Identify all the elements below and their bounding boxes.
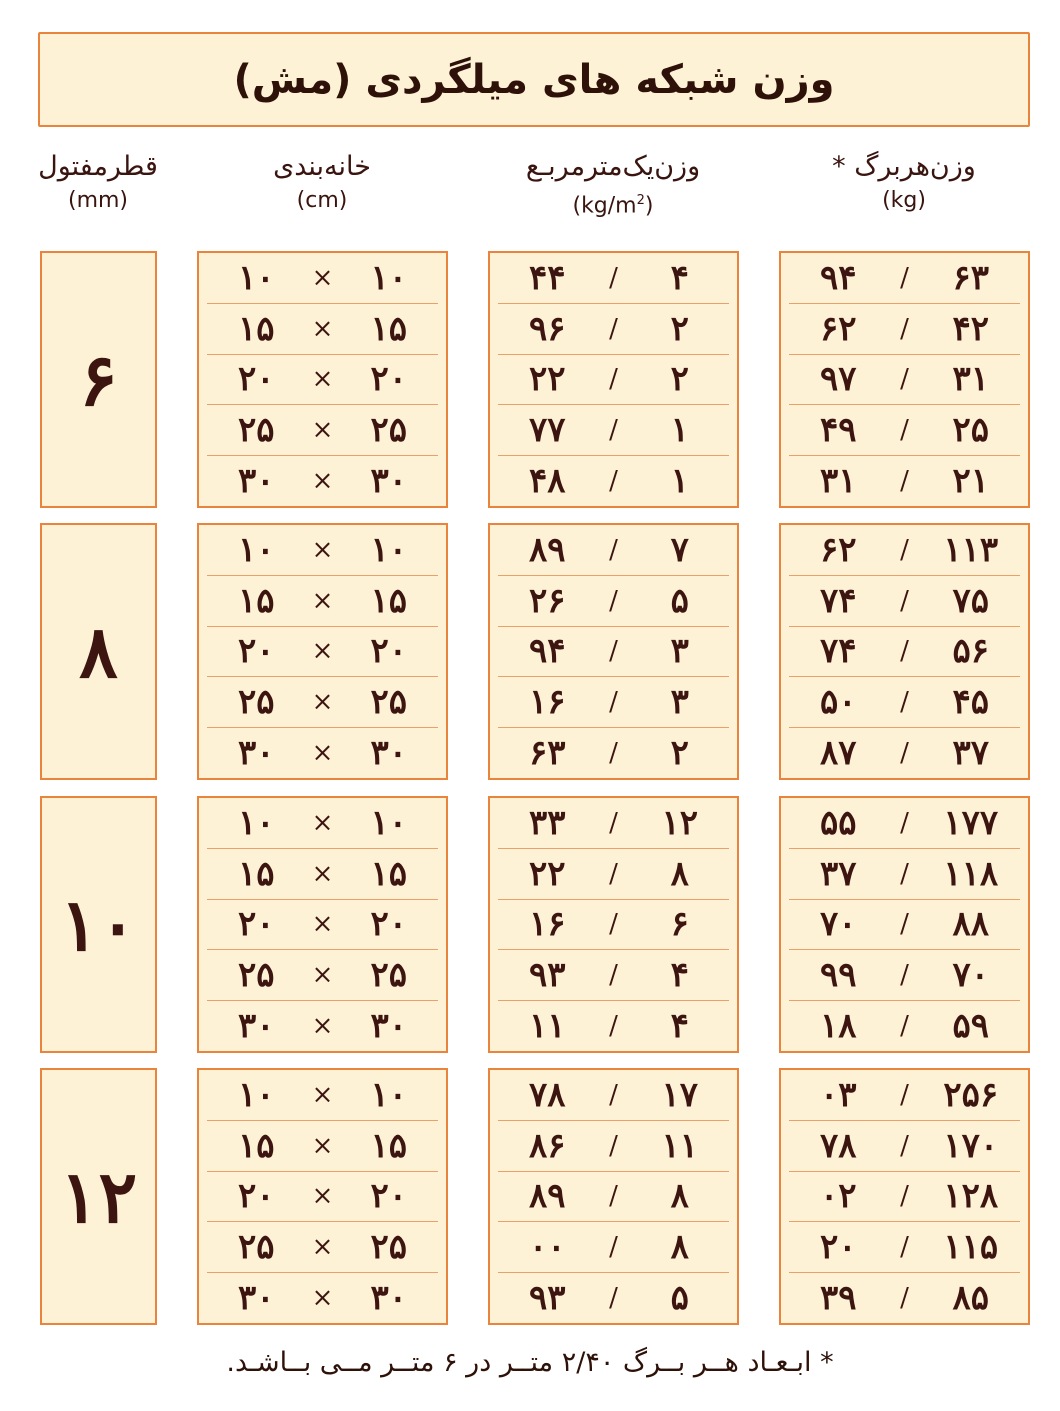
- cell-value-left: ۳۰: [370, 733, 408, 774]
- cell-value-right: ۲۵: [237, 410, 275, 451]
- decimal-slash: /: [609, 1283, 618, 1314]
- cell-value-right: ۸۹: [528, 529, 566, 570]
- cell-value-left: ۱۱۳: [943, 529, 999, 570]
- cell-value-left: ۳: [670, 631, 689, 672]
- cell-value-right: ۷۰: [819, 904, 857, 945]
- table-row: [207, 253, 438, 304]
- table-row: [207, 1070, 438, 1121]
- cell-value-left: ۳۰: [370, 461, 408, 502]
- header-per-m2-label: وزن‌یک‌مترمربـع: [525, 151, 701, 182]
- times-sign: ×: [311, 585, 334, 616]
- cell-value-right: ۹۴: [528, 631, 566, 672]
- cell-value-right: ۲۵: [237, 682, 275, 723]
- decimal-slash: /: [900, 1011, 909, 1042]
- decimal-slash: /: [609, 687, 618, 718]
- cell-value-right: ۴۸: [528, 461, 566, 502]
- per-m2-table: [488, 796, 739, 1053]
- cell-value-left: ۷۰: [952, 955, 990, 996]
- times-sign: ×: [311, 909, 334, 940]
- cell-value-left: ۲۰: [370, 904, 408, 945]
- cell-value-right: ۷۸: [528, 1074, 566, 1115]
- cell-value-right: ۷۸: [819, 1125, 857, 1166]
- table-row: [207, 355, 438, 406]
- decimal-slash: /: [609, 534, 618, 565]
- cell-value-right: ۹۹: [819, 955, 857, 996]
- table-row: [498, 1273, 729, 1323]
- table-row: [207, 456, 438, 506]
- cell-value-left: ۴۲: [952, 308, 990, 349]
- cell-value-left: ۴۵: [952, 682, 990, 723]
- decimal-slash: /: [609, 415, 618, 446]
- decimal-slash: /: [609, 909, 618, 940]
- table-row: [498, 253, 729, 304]
- table-row: [498, 950, 729, 1001]
- times-sign: ×: [311, 687, 334, 718]
- cell-value-right: ۳۰: [237, 1006, 275, 1047]
- cell-value-left: ۷۵: [952, 580, 990, 621]
- cell-value-left: ۱۱۸: [943, 853, 999, 894]
- cell-value-left: ۱۷۰: [943, 1125, 999, 1166]
- table-row: [789, 456, 1020, 506]
- cell-value-left: ۱۵: [370, 853, 408, 894]
- cell-value-left: ۵: [670, 1278, 689, 1319]
- header-per-sheet-label: وزن‌هربرگ *: [832, 151, 976, 182]
- diameter-cell: ۱۰: [40, 796, 157, 1053]
- times-sign: ×: [311, 364, 334, 395]
- header-mesh-unit: (cm): [296, 188, 348, 213]
- cell-value-left: ۳: [670, 682, 689, 723]
- decimal-slash: /: [609, 313, 618, 344]
- table-row: [207, 950, 438, 1001]
- cell-value-right: ۳۱: [819, 461, 857, 502]
- cell-value-left: ۵۶: [952, 631, 990, 672]
- times-sign: ×: [311, 1079, 334, 1110]
- header-per-sheet-unit: (kg): [882, 188, 926, 213]
- table-row: [789, 1273, 1020, 1323]
- table-row: [789, 355, 1020, 406]
- cell-value-left: ۱۱: [661, 1125, 699, 1166]
- table-row: [789, 627, 1020, 678]
- cell-value-left: ۲۵: [370, 682, 408, 723]
- times-sign: ×: [311, 636, 334, 667]
- cell-value-right: ۲۰: [819, 1227, 857, 1268]
- times-sign: ×: [311, 1283, 334, 1314]
- cell-value-right: ۱۰: [237, 802, 275, 843]
- decimal-slash: /: [900, 1079, 909, 1110]
- cell-value-right: ۴۹: [819, 410, 857, 451]
- cell-value-right: ۳۹: [819, 1278, 857, 1319]
- cell-value-right: ۱۰: [237, 1074, 275, 1115]
- footnote: * ابـعـاد هــر بــرگ ۲/۴۰ متــر در ۶ متــر مــی بــاشـد.: [226, 1347, 834, 1378]
- page-title: وزن شبکه های میلگردی (مش): [38, 32, 1030, 127]
- cell-value-right: ۱۰: [237, 257, 275, 298]
- decimal-slash: /: [609, 1232, 618, 1263]
- table-row: [789, 1121, 1020, 1172]
- header-diameter-label: قطرمفتول: [38, 151, 158, 182]
- table-row: [207, 728, 438, 778]
- decimal-slash: /: [900, 1181, 909, 1212]
- cell-value-left: ۲۰: [370, 1176, 408, 1217]
- cell-value-right: ۹۴: [819, 257, 857, 298]
- cell-value-left: ۱۵: [370, 1125, 408, 1166]
- cell-value-left: ۱۲۸: [943, 1176, 999, 1217]
- cell-value-right: ۰۲: [819, 1176, 857, 1217]
- cell-value-right: ۶۲: [819, 529, 857, 570]
- times-sign: ×: [311, 1011, 334, 1042]
- cell-value-right: ۸۷: [819, 733, 857, 774]
- table-row: [789, 405, 1020, 456]
- table-row: [207, 525, 438, 576]
- table-row: [498, 900, 729, 951]
- cell-value-right: ۷۷: [528, 410, 566, 451]
- table-row: [789, 677, 1020, 728]
- cell-value-right: ۹۳: [528, 955, 566, 996]
- cell-value-left: ۱: [670, 461, 689, 502]
- table-row: [207, 849, 438, 900]
- table-row: [498, 627, 729, 678]
- decimal-slash: /: [900, 1283, 909, 1314]
- cell-value-left: ۱۰: [370, 257, 408, 298]
- cell-value-left: ۲: [670, 359, 689, 400]
- diameter-cell: ۶: [40, 251, 157, 508]
- cell-value-right: ۷۴: [819, 631, 857, 672]
- cell-value-right: ۹۳: [528, 1278, 566, 1319]
- cell-value-right: ۱۸: [819, 1006, 857, 1047]
- decimal-slash: /: [900, 909, 909, 940]
- cell-value-right: ۳۷: [819, 853, 857, 894]
- cell-value-right: ۲۶: [528, 580, 566, 621]
- table-row: [207, 1121, 438, 1172]
- table-row: [498, 304, 729, 355]
- per-m2-table: [488, 1068, 739, 1325]
- cell-value-right: ۱۵: [237, 1125, 275, 1166]
- header-per-m2-unit: $(kg/m^2)$: [572, 193, 654, 219]
- cell-value-right: ۳۰: [237, 733, 275, 774]
- cell-value-left: ۸: [670, 1227, 689, 1268]
- cell-value-right: ۲۲: [528, 359, 566, 400]
- cell-value-left: ۷: [670, 529, 689, 570]
- cell-value-right: ۷۴: [819, 580, 857, 621]
- table-row: [789, 525, 1020, 576]
- cell-value-right: ۳۰: [237, 461, 275, 502]
- per-m2-table: [488, 251, 739, 508]
- cell-value-right: ۱۶: [528, 904, 566, 945]
- table-row: [789, 253, 1020, 304]
- cell-value-left: ۲۱: [952, 461, 990, 502]
- decimal-slash: /: [609, 858, 618, 889]
- cell-value-right: ۲۰: [237, 359, 275, 400]
- table-row: [789, 728, 1020, 778]
- decimal-slash: /: [900, 636, 909, 667]
- decimal-slash: /: [900, 262, 909, 293]
- table-row: [207, 405, 438, 456]
- table-row: [498, 405, 729, 456]
- cell-value-left: ۲۰: [370, 359, 408, 400]
- decimal-slash: /: [609, 636, 618, 667]
- cell-value-right: ۶۳: [528, 733, 566, 774]
- decimal-slash: /: [900, 807, 909, 838]
- table-row: [498, 1222, 729, 1273]
- cell-value-left: ۳۱: [952, 359, 990, 400]
- table-row: [498, 1121, 729, 1172]
- header-diameter: [28, 150, 168, 218]
- table-row: [789, 1001, 1020, 1051]
- cell-value-right: ۱۱: [528, 1006, 566, 1047]
- decimal-slash: /: [900, 364, 909, 395]
- header-per-sheet: [779, 150, 1029, 218]
- table-row: [498, 1070, 729, 1121]
- cell-value-left: ۱۵: [370, 580, 408, 621]
- cell-value-left: ۱۰: [370, 529, 408, 570]
- cell-value-right: ۱۵: [237, 853, 275, 894]
- table-row: [207, 798, 438, 849]
- table-row: [789, 849, 1020, 900]
- table-row: [207, 304, 438, 355]
- times-sign: ×: [311, 1181, 334, 1212]
- decimal-slash: /: [900, 585, 909, 616]
- cell-value-right: ۰۰: [528, 1227, 566, 1268]
- per-sheet-table: [779, 523, 1030, 780]
- per-m2-table: [488, 523, 739, 780]
- per-sheet-table: [779, 1068, 1030, 1325]
- times-sign: ×: [311, 415, 334, 446]
- times-sign: ×: [311, 534, 334, 565]
- decimal-slash: /: [609, 1011, 618, 1042]
- cell-value-right: ۱۵: [237, 308, 275, 349]
- cell-value-right: ۴۴: [528, 257, 566, 298]
- cell-value-left: ۲۵: [370, 410, 408, 451]
- times-sign: ×: [311, 960, 334, 991]
- cell-value-right: ۵۵: [819, 802, 857, 843]
- table-row: [207, 1273, 438, 1323]
- cell-value-left: ۳۷: [952, 733, 990, 774]
- cell-value-left: ۵۹: [952, 1006, 990, 1047]
- cell-value-right: ۲۲: [528, 853, 566, 894]
- table-row: [207, 1172, 438, 1223]
- table-row: [498, 576, 729, 627]
- header-mesh-label: خانه‌بندی: [273, 151, 371, 182]
- table-row: [789, 900, 1020, 951]
- cell-value-left: ۶: [670, 904, 689, 945]
- table-row: [207, 1001, 438, 1051]
- table-row: [789, 576, 1020, 627]
- cell-value-right: ۶۲: [819, 308, 857, 349]
- decimal-slash: /: [609, 1130, 618, 1161]
- table-row: [498, 677, 729, 728]
- cell-value-right: ۳۰: [237, 1278, 275, 1319]
- cell-value-right: ۹۶: [528, 308, 566, 349]
- cell-value-right: ۰۳: [819, 1074, 857, 1115]
- per-sheet-table: [779, 796, 1030, 1053]
- times-sign: ×: [311, 313, 334, 344]
- cell-value-left: ۱۱۵: [943, 1227, 999, 1268]
- decimal-slash: /: [900, 1232, 909, 1263]
- times-sign: ×: [311, 1232, 334, 1263]
- decimal-slash: /: [609, 960, 618, 991]
- decimal-slash: /: [900, 313, 909, 344]
- cell-value-left: ۴: [670, 1006, 689, 1047]
- cell-value-right: ۱۰: [237, 529, 275, 570]
- decimal-slash: /: [609, 1079, 618, 1110]
- cell-value-left: ۱۵: [370, 308, 408, 349]
- decimal-slash: /: [900, 960, 909, 991]
- decimal-slash: /: [900, 534, 909, 565]
- decimal-slash: /: [609, 364, 618, 395]
- table-row: [498, 849, 729, 900]
- diameter-cell: ۸: [40, 523, 157, 780]
- times-sign: ×: [311, 807, 334, 838]
- cell-value-left: ۶۳: [952, 257, 990, 298]
- table-row: [498, 525, 729, 576]
- cell-value-right: ۵۰: [819, 682, 857, 723]
- per-sheet-table: [779, 251, 1030, 508]
- table-row: [498, 355, 729, 406]
- cell-value-left: ۲۵: [952, 410, 990, 451]
- times-sign: ×: [311, 262, 334, 293]
- mesh-table: [197, 523, 448, 780]
- cell-value-left: ۵: [670, 580, 689, 621]
- table-row: [498, 728, 729, 778]
- cell-value-left: ۲: [670, 308, 689, 349]
- cell-value-left: ۴: [670, 955, 689, 996]
- decimal-slash: /: [900, 415, 909, 446]
- cell-value-left: ۳۰: [370, 1006, 408, 1047]
- cell-value-right: ۲۰: [237, 904, 275, 945]
- times-sign: ×: [311, 466, 334, 497]
- cell-value-left: ۲۵: [370, 955, 408, 996]
- mesh-table: [197, 251, 448, 508]
- cell-value-right: ۲۰: [237, 1176, 275, 1217]
- table-row: [789, 1070, 1020, 1121]
- cell-value-left: ۱۲: [661, 802, 699, 843]
- cell-value-left: ۲۵۶: [943, 1074, 999, 1115]
- cell-value-right: ۱۵: [237, 580, 275, 621]
- decimal-slash: /: [609, 1181, 618, 1212]
- cell-value-left: ۲۵: [370, 1227, 408, 1268]
- mesh-table: [197, 796, 448, 1053]
- cell-value-left: ۸: [670, 1176, 689, 1217]
- header-mesh: [197, 150, 447, 218]
- decimal-slash: /: [609, 262, 618, 293]
- cell-value-left: ۱: [670, 410, 689, 451]
- cell-value-left: ۸: [670, 853, 689, 894]
- cell-value-left: ۱۷۷: [943, 802, 999, 843]
- decimal-slash: /: [609, 585, 618, 616]
- decimal-slash: /: [900, 466, 909, 497]
- cell-value-left: ۱۷: [661, 1074, 699, 1115]
- cell-value-left: ۸۸: [952, 904, 990, 945]
- table-row: [789, 950, 1020, 1001]
- header-per-m2: [488, 150, 738, 223]
- cell-value-left: ۱۰: [370, 802, 408, 843]
- decimal-slash: /: [609, 466, 618, 497]
- cell-value-left: ۸۵: [952, 1278, 990, 1319]
- cell-value-right: ۲۵: [237, 1227, 275, 1268]
- decimal-slash: /: [609, 807, 618, 838]
- table-row: [789, 304, 1020, 355]
- decimal-slash: /: [900, 738, 909, 769]
- cell-value-right: ۳۳: [528, 802, 566, 843]
- table-row: [207, 900, 438, 951]
- decimal-slash: /: [609, 738, 618, 769]
- table-row: [207, 1222, 438, 1273]
- table-row: [789, 1172, 1020, 1223]
- cell-value-right: ۲۰: [237, 631, 275, 672]
- times-sign: ×: [311, 1130, 334, 1161]
- mesh-table: [197, 1068, 448, 1325]
- cell-value-right: ۱۶: [528, 682, 566, 723]
- cell-value-right: ۸۶: [528, 1125, 566, 1166]
- cell-value-left: ۱۰: [370, 1074, 408, 1115]
- table-row: [498, 456, 729, 506]
- cell-value-right: ۸۹: [528, 1176, 566, 1217]
- times-sign: ×: [311, 858, 334, 889]
- header-diameter-unit: (mm): [67, 188, 129, 213]
- decimal-slash: /: [900, 687, 909, 718]
- cell-value-left: ۲: [670, 733, 689, 774]
- table-row: [498, 798, 729, 849]
- table-row: [207, 677, 438, 728]
- table-row: [207, 627, 438, 678]
- table-row: [789, 798, 1020, 849]
- cell-value-left: ۲۰: [370, 631, 408, 672]
- table-row: [207, 576, 438, 627]
- table-row: [498, 1001, 729, 1051]
- times-sign: ×: [311, 738, 334, 769]
- diameter-cell: ۱۲: [40, 1068, 157, 1325]
- cell-value-left: ۴: [670, 257, 689, 298]
- decimal-slash: /: [900, 1130, 909, 1161]
- decimal-slash: /: [900, 858, 909, 889]
- cell-value-right: ۲۵: [237, 955, 275, 996]
- cell-value-left: ۳۰: [370, 1278, 408, 1319]
- cell-value-right: ۹۷: [819, 359, 857, 400]
- table-row: [789, 1222, 1020, 1273]
- table-row: [498, 1172, 729, 1223]
